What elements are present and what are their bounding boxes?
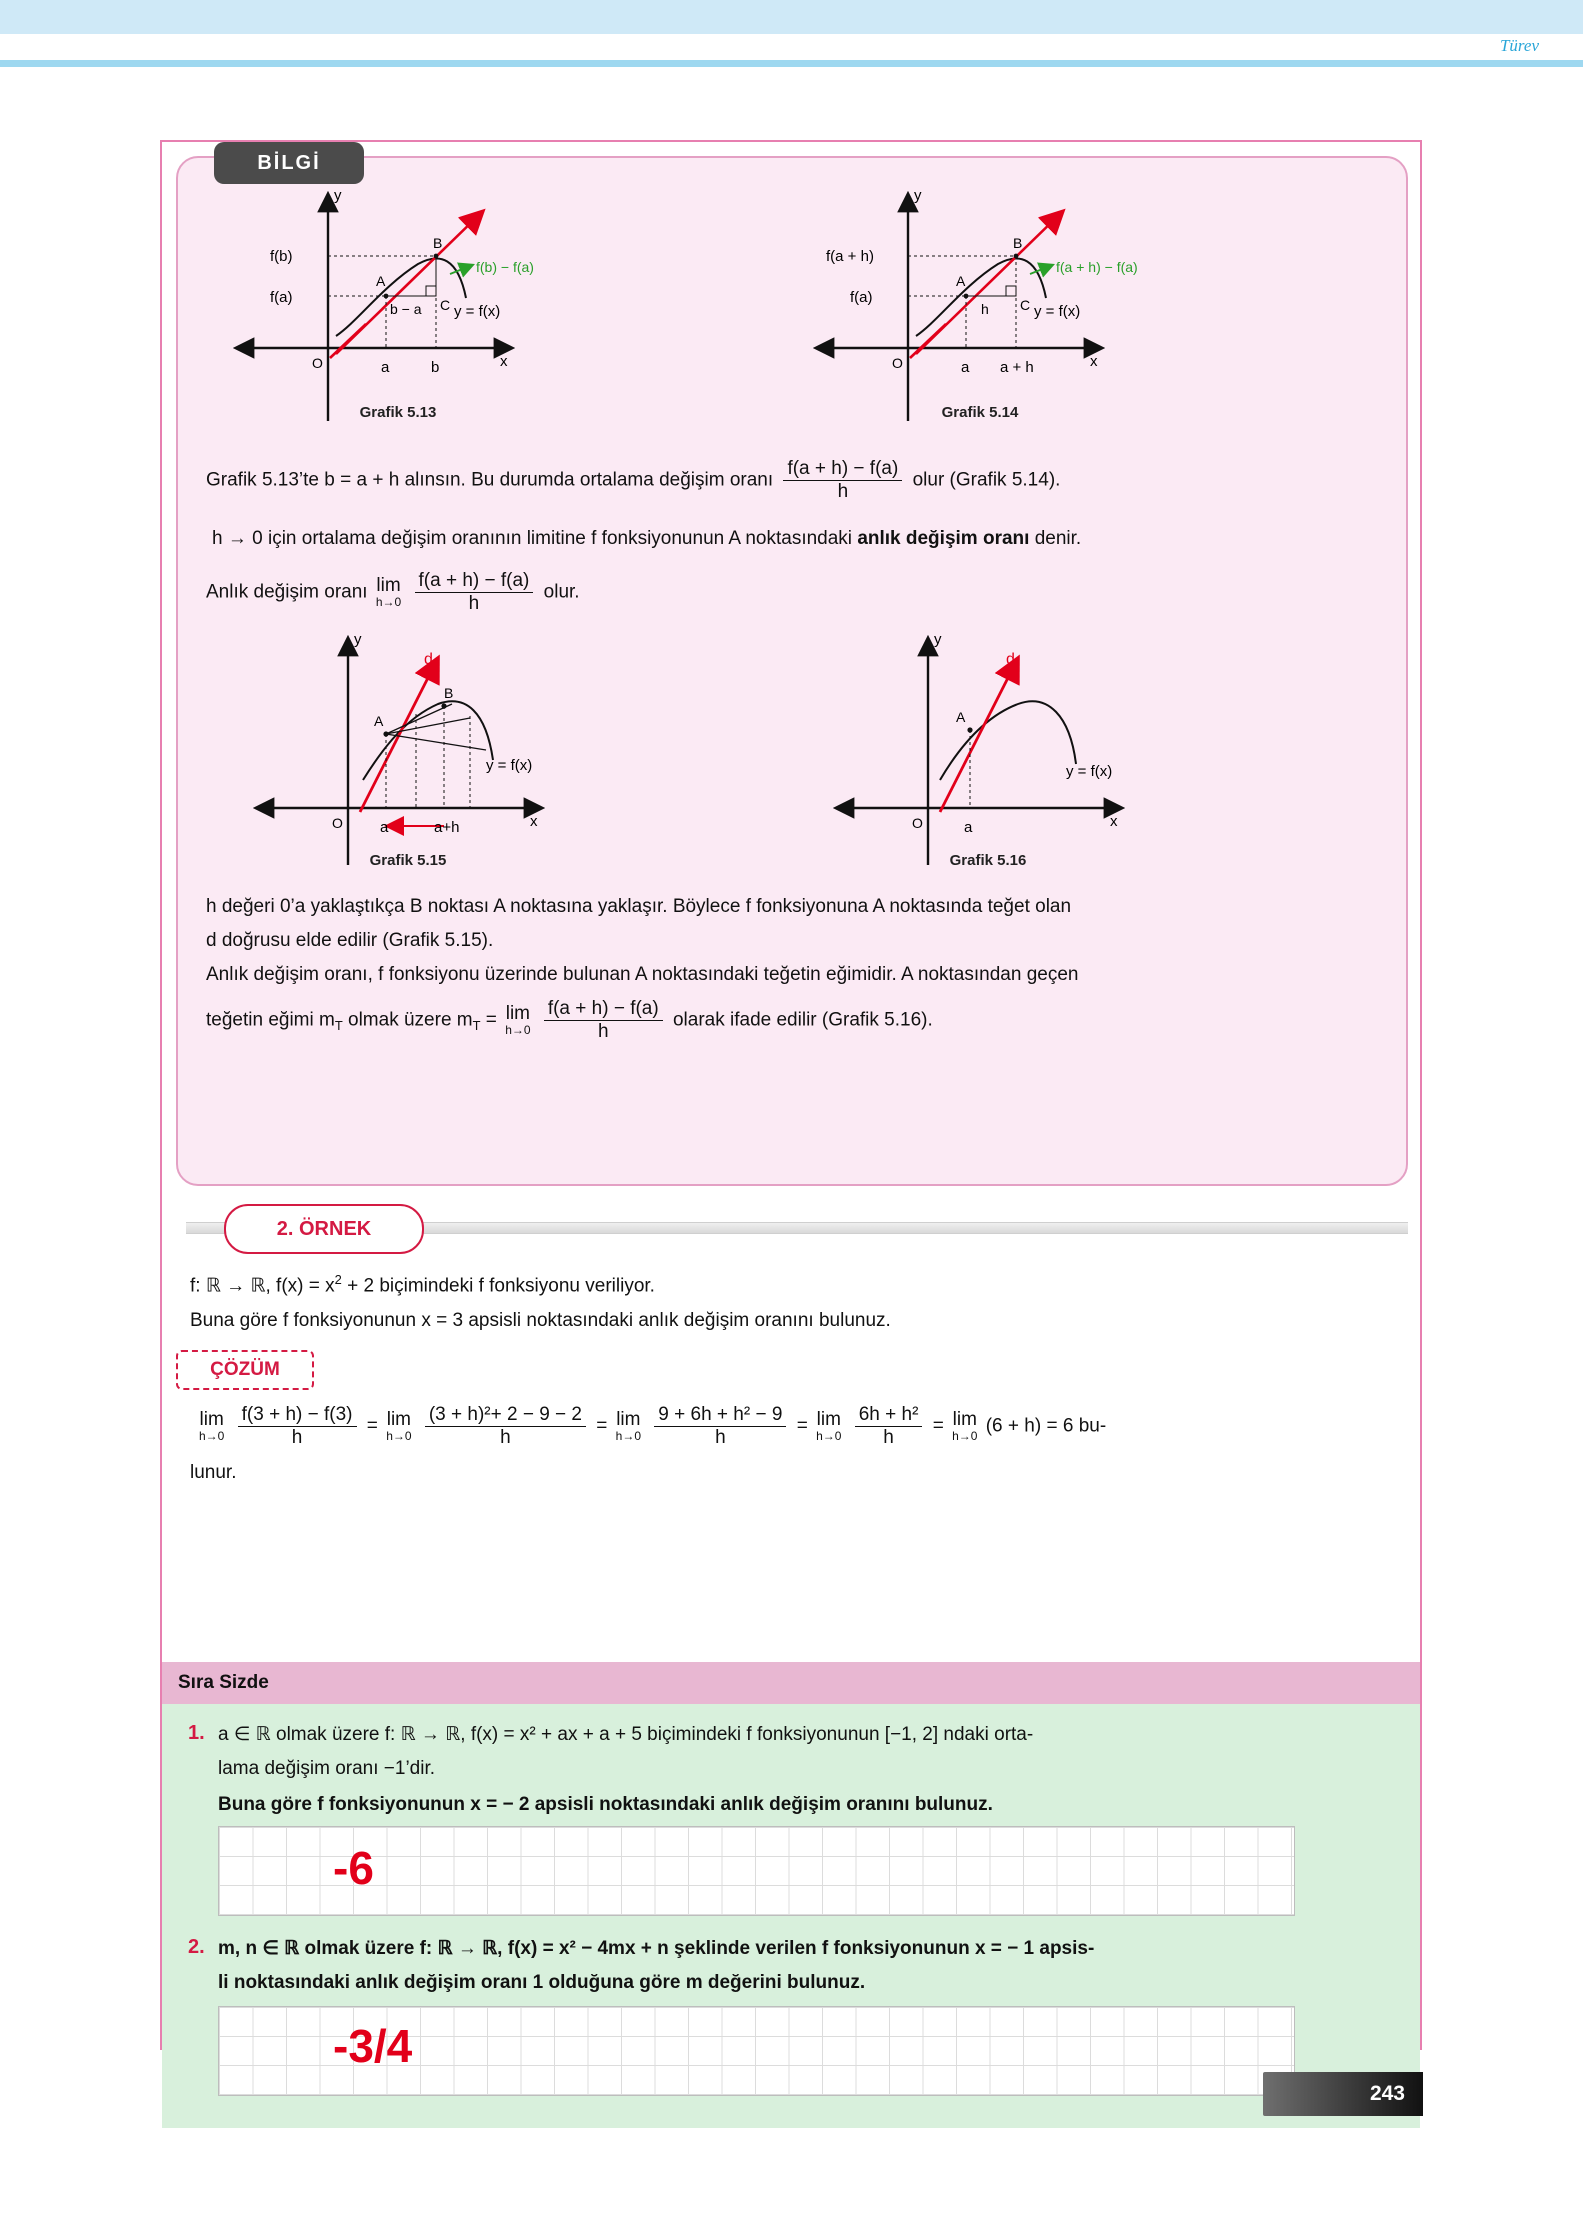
graph-caption: Grafik 5.14 [941,404,1019,421]
header-band-top [0,0,1583,34]
page-content-frame [160,140,1422,2072]
limit-subscript: h→0 [505,1023,531,1038]
svg-text:x: x [500,353,508,370]
example-line-1-a: f: ℝ → ℝ, f(x) = x [190,1275,335,1297]
example-line-1-sup: 2 [334,1272,342,1287]
fraction-step-3 [654,1404,786,1449]
answer-1-value: -6 [333,1842,374,1894]
footer-bar [0,2072,1423,2116]
graph-5-13 [218,186,638,436]
limit-label: lim [376,575,401,597]
fraction-denominator: h [597,1020,609,1042]
paragraph-4: h değeri 0’a yaklaştıkça B noktası A noktasına yaklaşır. Böylece f fonksiyonuna A noktasında teğet olan [206,896,1072,917]
limit-operator [505,1004,530,1037]
sira-sizde-header [162,1662,1420,1704]
paragraph-2-text-a: h → 0 için ortalama değişim oranının limitine f fonksiyonunun A noktasındaki [212,528,853,549]
paragraph-1-text-b: olur (Grafik 5.14). [912,469,1061,491]
graph-caption: Grafik 5.13 [359,404,437,421]
tail-a: bu- [1078,1415,1107,1437]
svg-text:d: d [424,651,433,668]
svg-text:A: A [956,709,966,725]
fraction-step-2 [425,1404,586,1449]
fraction-average-rate [783,458,902,503]
bilgi-box [176,151,1408,1186]
paragraph-7-sub-2: T [472,1018,481,1034]
svg-text:f(b): f(b) [270,248,293,265]
paragraph-2-bold: anlık değişim oranı [857,528,1030,549]
fraction-numerator: f(a + h) − f(a) [415,570,534,593]
paragraph-3-text-a: Anlık değişim oranı [206,581,368,603]
svg-text:A: A [374,713,384,729]
limit-subscript: h→0 [816,1429,842,1444]
limit-subscript: h→0 [386,1429,412,1444]
solution-expression [196,1404,1396,1449]
svg-text:x: x [1110,813,1118,830]
svg-text:y: y [334,187,342,204]
svg-text:b: b [431,359,440,376]
limit-subscript: h→0 [199,1429,225,1444]
paragraph-3 [206,570,1386,615]
svg-text:b − a: b − a [390,301,422,317]
svg-text:x: x [1090,353,1098,370]
paragraph-7-text-d: olarak ifade edilir (Grafik 5.16). [672,1009,933,1031]
svg-text:O: O [912,815,923,831]
solution-label: ÇÖZÜM [176,1350,314,1390]
svg-text:C: C [440,297,451,313]
svg-text:y = f(x): y = f(x) [1034,303,1081,320]
example-line-1 [190,1270,1380,1301]
graph-5-16 [818,630,1238,880]
question-2-line-1: m, n ∈ ℝ olmak üzere f: ℝ → ℝ, f(x) = x² − 4mx + n şeklinde verilen f fonksiyonunun x = − 1 apsis- [218,1938,1095,1959]
limit-subscript: h→0 [375,595,402,610]
limit-label: lim [816,1409,841,1431]
fraction-numerator: 6h + h² [855,1404,923,1427]
solution-tail: lunur. [190,1462,237,1483]
svg-text:f(a + h): f(a + h) [826,248,874,265]
svg-text:a: a [380,819,389,836]
paragraph-5: d doğrusu elde edilir (Grafik 5.15). [206,930,494,951]
graph-5-15 [238,630,658,880]
limit-label: lim [505,1003,530,1025]
example-band [176,1210,1408,1246]
fraction-denominator: h [291,1426,303,1448]
paragraph-7-equals: = [485,1009,497,1031]
svg-text:a + h: a + h [1000,359,1034,376]
fraction-numerator: f(a + h) − f(a) [544,998,663,1021]
paragraph-3-text-b: olur. [543,581,580,603]
question-1-prompt: Buna göre f fonksiyonunun x = − 2 apsisli noktasındaki anlık değişim oranını bulunuz. [218,1794,993,1815]
fraction-denominator: h [883,1426,894,1448]
paragraph-1 [206,458,1386,503]
svg-text:a+h: a+h [434,819,460,836]
svg-text:f(a): f(a) [270,289,293,306]
fraction-step-4 [855,1404,923,1449]
question-1-number: 1. [188,1722,205,1744]
svg-text:a: a [381,359,390,376]
limit-label: lim [616,1409,641,1431]
fraction-step-1 [238,1404,357,1449]
limit-operator [376,576,401,609]
page-number: 243 [1263,2072,1423,2116]
svg-text:O: O [332,815,343,831]
fraction-numerator: f(a + h) − f(a) [783,458,902,481]
graph-caption: Grafik 5.15 [369,852,447,869]
equals-2: = [596,1415,608,1437]
svg-text:y: y [914,187,922,204]
paragraph-6: Anlık değişim oranı, f fonksiyonu üzerinde bulunan A noktasındaki teğetin eğimidir. A noktasından geçen [206,964,1079,985]
svg-text:y = f(x): y = f(x) [454,303,501,320]
fraction-tangent-slope [544,998,663,1043]
fraction-denominator: h [500,1426,511,1448]
limit-operator-5 [952,1410,977,1443]
fraction-denominator: h [468,592,480,614]
running-title: Türev [1499,36,1539,55]
svg-text:O: O [312,355,323,371]
svg-text:B: B [1013,235,1023,251]
svg-text:h: h [981,301,989,317]
limit-label: lim [199,1409,224,1431]
svg-text:y: y [354,631,362,648]
paragraph-2-text-b: denir. [1034,528,1082,549]
svg-text:d: d [1006,651,1015,668]
svg-text:B: B [444,685,454,701]
svg-text:a: a [961,359,970,376]
fraction-instant-rate [415,570,534,615]
paragraph-2 [212,524,1392,553]
paragraph-7-text-b: olmak üzere m [348,1009,473,1031]
equals-4: = [932,1415,944,1437]
limit-operator-3 [616,1410,641,1443]
svg-text:a: a [964,819,973,836]
svg-text:y: y [934,631,942,648]
question-1-line-2: lama değişim oranı −1’dir. [218,1758,436,1779]
sira-sizde-body [162,1704,1420,2128]
paragraph-7-sub-1: T [334,1018,343,1034]
header-band-bottom [0,60,1583,67]
svg-text:A: A [376,273,386,289]
sira-sizde-title: Sıra Sizde [178,1672,269,1693]
paragraph-7 [206,998,1396,1043]
fraction-denominator: h [715,1426,726,1448]
svg-text:C: C [1020,297,1031,313]
paragraph-7-text-a: teğetin eğimi m [206,1009,335,1031]
fraction-numerator: (3 + h)²+ 2 − 9 − 2 [425,1404,586,1427]
equals-1: = [366,1415,378,1437]
svg-text:y = f(x): y = f(x) [1066,763,1113,780]
question-2-line-2: li noktasındaki anlık değişim oranı 1 olduğuna göre m değerini bulunuz. [218,1972,866,1993]
limit-subscript: h→0 [615,1429,642,1444]
svg-text:f(a): f(a) [850,289,873,306]
bilgi-tag: BİLGİ [214,142,364,184]
answer-2-value: -3/4 [333,2020,413,2072]
question-1-line-1: a ∈ ℝ olmak üzere f: ℝ → ℝ, f(x) = x² + ax + a + 5 biçimindeki f fonksiyonunun [−1, 2] ndaki orta- [218,1724,1034,1745]
limit-label: lim [952,1409,977,1431]
fraction-numerator: f(3 + h) − f(3) [238,1404,357,1427]
graph-caption: Grafik 5.16 [949,852,1027,869]
example-line-1-b: + 2 biçimindeki f fonksiyonu veriliyor. [347,1275,655,1297]
limit-operator-2 [386,1410,411,1443]
equals-3: = [796,1415,808,1437]
svg-text:O: O [892,355,903,371]
example-line-2: Buna göre f fonksiyonunun x = 3 apsisli noktasındaki anlık değişim oranını bulunuz. [190,1310,891,1331]
limit-subscript: h→0 [952,1429,978,1444]
svg-text:A: A [956,273,966,289]
graph-5-14 [798,186,1258,436]
limit-operator-4 [816,1410,841,1443]
svg-text:B: B [433,235,443,251]
limit-operator-1 [199,1410,224,1443]
question-2-number: 2. [188,1936,205,1958]
fraction-denominator: h [837,480,849,502]
svg-text:x: x [530,813,538,830]
limit-label: lim [386,1409,411,1431]
svg-text:y = f(x): y = f(x) [486,757,533,774]
paragraph-1-text-a: Grafik 5.13’te b = a + h alınsın. Bu durumda ortalama değişim oranı [206,469,774,491]
svg-text:f(b) − f(a): f(b) − f(a) [476,259,534,275]
example-title: 2. ÖRNEK [224,1204,424,1254]
answer-area-1[interactable] [218,1826,1295,1916]
svg-text:f(a + h) − f(a): f(a + h) − f(a) [1056,259,1138,275]
final-expression: (6 + h) = 6 [985,1415,1074,1437]
fraction-numerator: 9 + 6h + h² − 9 [654,1404,786,1427]
